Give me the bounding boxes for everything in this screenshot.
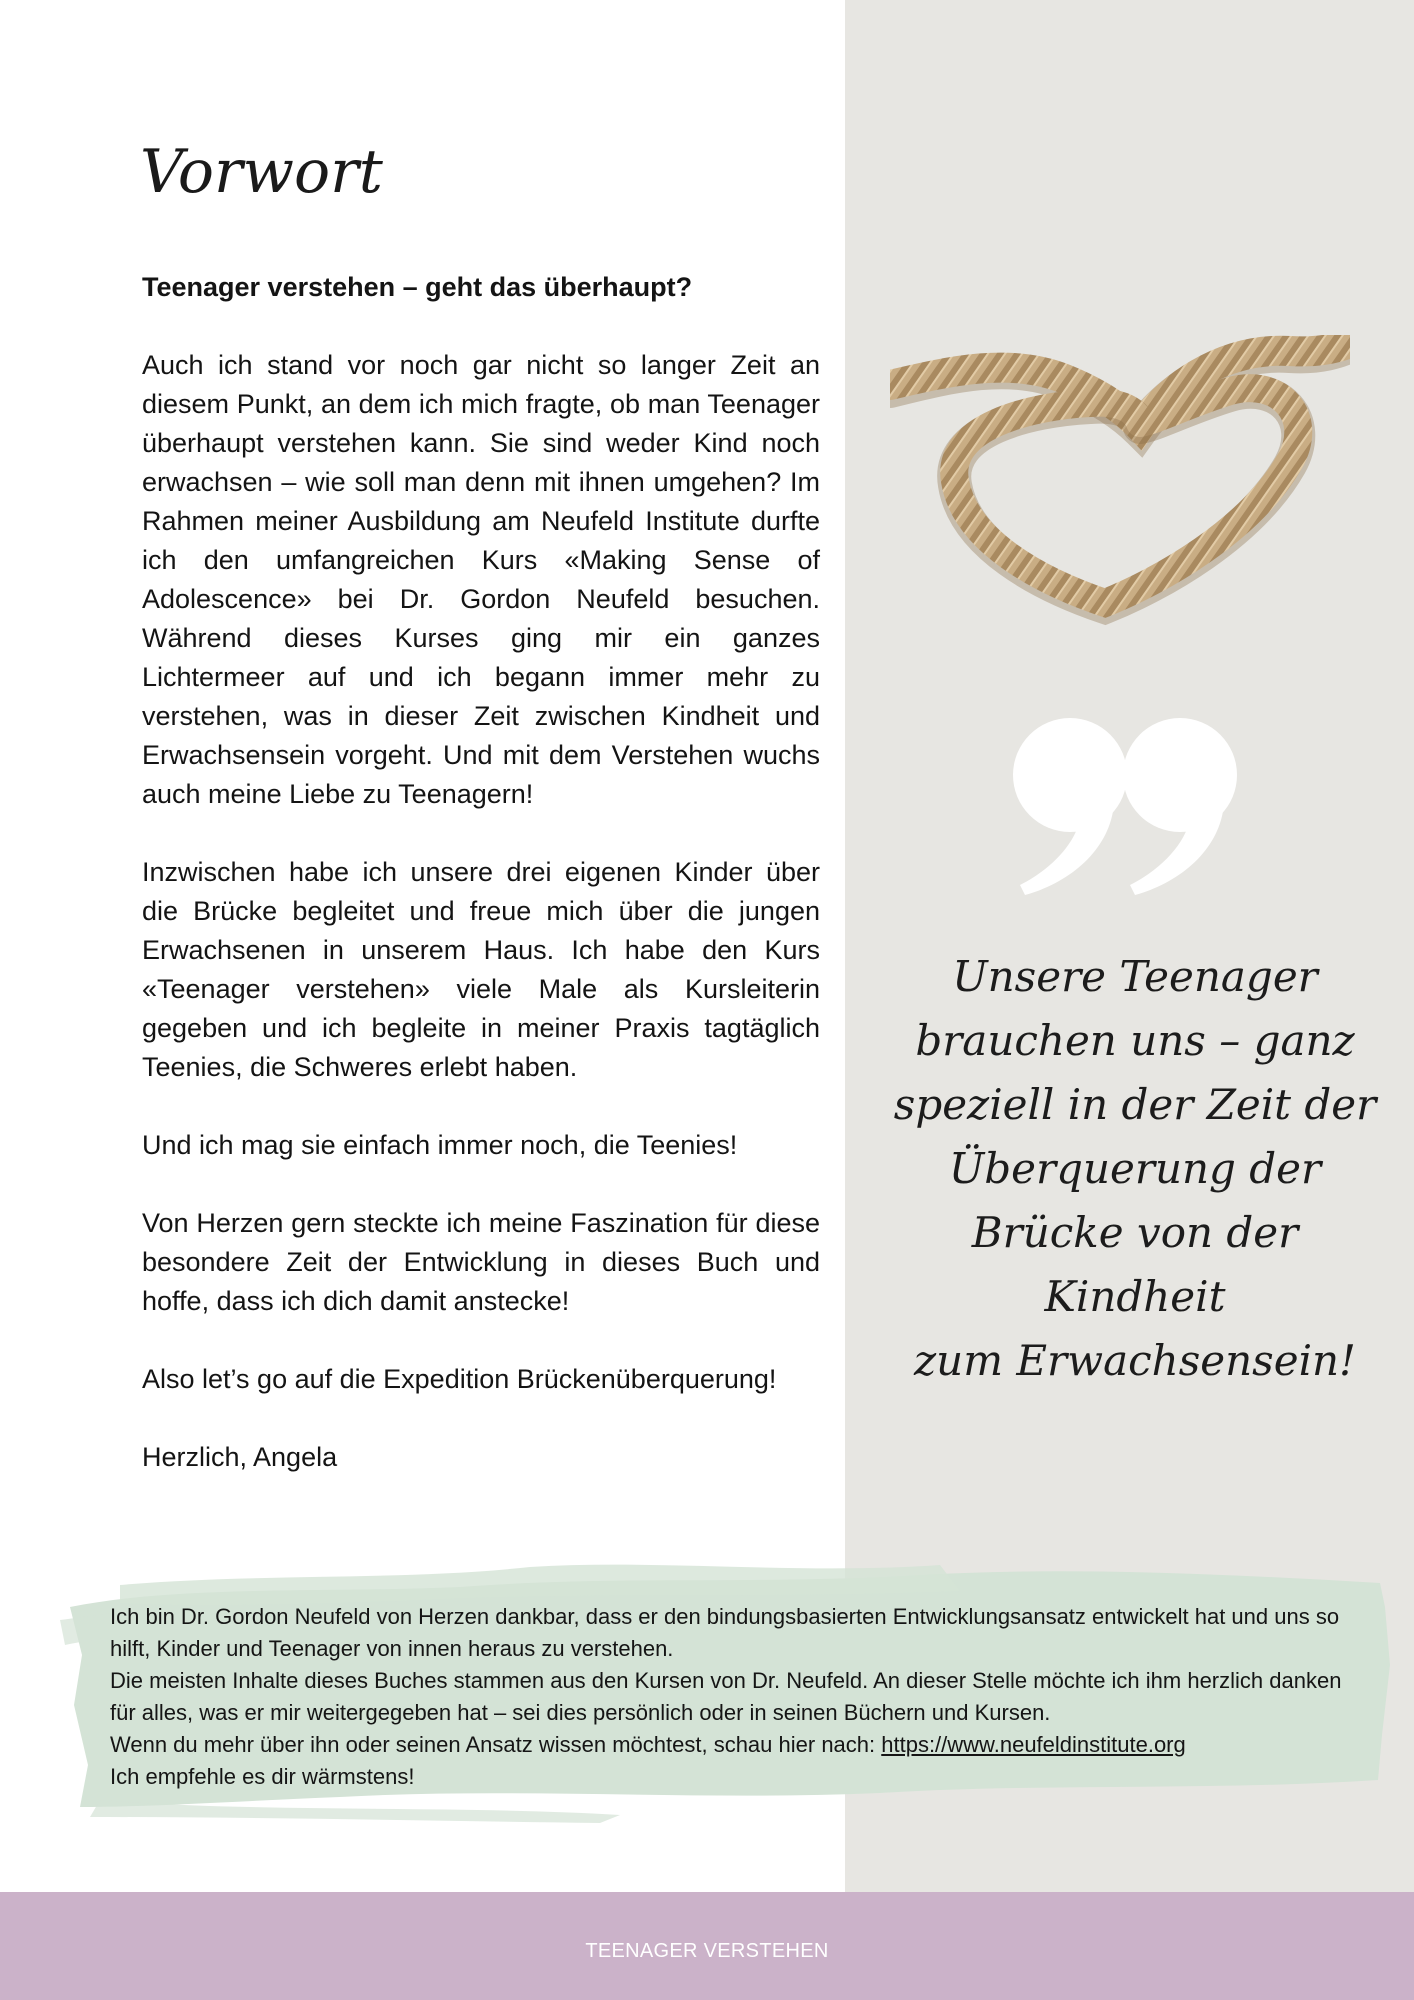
paragraph: Und ich mag sie einfach immer noch, die Teenies! — [142, 1130, 738, 1160]
paragraph: Inzwischen habe ich unsere drei eigenen Kinder über die Brücke begleitet und freue mich über die jungen Erwachsenen in unserem Haus. Ich habe den Kurs «Teenager verstehen» viele Male als Kursleiterin gegeben und ich begleite in meiner Praxis tagtäglich Teenies, die Schweres erlebt haben. — [142, 857, 820, 1082]
article-body — [142, 262, 820, 1477]
note-line: Ich bin Dr. Gordon Neufeld von Herzen dankbar, dass er den bindungsbasierten Entwicklungsansatz entwickelt hat und uns so hilft, Kinder und Teenager von innen heraus zu verstehen. — [110, 1604, 1340, 1661]
note-line: Ich empfehle es dir wärmstens! — [110, 1764, 415, 1789]
paragraph: Also let’s go auf die Expedition Brückenüberquerung! — [142, 1364, 777, 1394]
neufeld-institute-link[interactable]: https://www.neufeldinstitute.org — [881, 1732, 1186, 1757]
article-subtitle: Teenager verstehen – geht das überhaupt? — [142, 272, 693, 302]
footer-bar — [0, 1892, 1414, 2000]
signature: Herzlich, Angela — [142, 1442, 338, 1472]
rope-heart-image — [890, 335, 1350, 630]
note-text: Wenn du mehr über ihn oder seinen Ansatz wissen möchtest, schau hier nach: — [110, 1732, 882, 1757]
page-title: Vorwort — [140, 137, 383, 207]
acknowledgement-note — [110, 1601, 1360, 1793]
note-line-with-link — [110, 1729, 1360, 1761]
paragraph: Von Herzen gern steckte ich meine Faszination für diese besondere Zeit der Entwicklung in dieses Buch und hoffe, dass ich dich damit anstecke! — [142, 1208, 820, 1316]
paragraph: Auch ich stand vor noch gar nicht so langer Zeit an diesem Punkt, an dem ich mich fragte, ob man Teenager überhaupt verstehen kann. Sie sind weder Kind noch erwachsen – wie soll man denn mit ihnen umgehen? Im Rahmen meiner Ausbildung am Neufeld Institute durfte ich den umfangreichen Kurs «Making Sense of Adolescence» bei Dr. Gordon Neufeld besuchen. Während dieses Kurses ging mir ein ganzes Lichtermeer auf und ich begann immer mehr zu verstehen, was in dieser Zeit zwischen Kindheit und Erwachsensein vorgeht. Und mit dem Verstehen wuchs auch meine Liebe zu Teenagern! — [142, 350, 820, 809]
footer-label: TEENAGER VERSTEHEN — [585, 1940, 829, 1962]
note-line: Die meisten Inhalte dieses Buches stammen aus den Kursen von Dr. Neufeld. An dieser Stelle möchte ich ihm herzlich danken für alles, was er mir weitergegeben hat – sei dies persönlich oder in seinen Büchern und Kursen. — [110, 1668, 1342, 1725]
closing-quote-icon — [1000, 715, 1240, 905]
pull-quote: Unsere Teenager brauchen uns – ganz speziell in der Zeit der Überquerung der Brücke von der Kindheit zum Erwachsensein! — [893, 952, 1377, 1385]
